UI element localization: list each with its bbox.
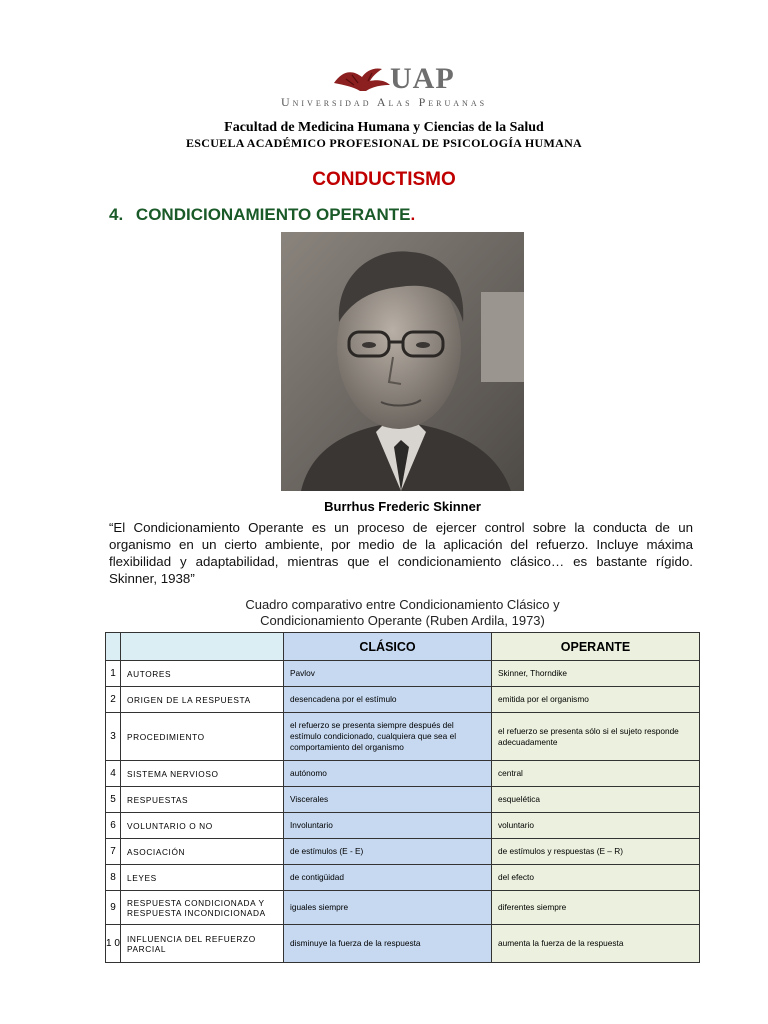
row-criterion: RESPUESTA CONDICIONADA Y RESPUESTA INCONDICIONADA	[121, 891, 284, 925]
comparison-table	[105, 632, 700, 963]
row-criterion: INFLUENCIA DEL REFUERZO PARCIAL	[121, 925, 284, 963]
row-operante: Skinner, Thorndike	[492, 661, 700, 687]
row-clasico: de contigüidad	[284, 865, 492, 891]
row-criterion: LEYES	[121, 865, 284, 891]
header-num	[106, 633, 121, 661]
table-row	[106, 813, 700, 839]
row-criterion: ASOCIACIÓN	[121, 839, 284, 865]
row-clasico: el refuerzo se presenta siempre después del estímulo condicionado, cualquiera que sea el comportamiento del organismo	[284, 713, 492, 761]
row-operante: voluntario	[492, 813, 700, 839]
row-number: 1 0	[106, 925, 121, 963]
row-number: 8	[106, 865, 121, 891]
row-clasico: iguales siempre	[284, 891, 492, 925]
header-clasico: CLÁSICO	[284, 633, 492, 661]
table-row	[106, 713, 700, 761]
row-operante: central	[492, 761, 700, 787]
row-operante: de estímulos y respuestas (E – R)	[492, 839, 700, 865]
table-row	[106, 925, 700, 963]
row-number: 1	[106, 661, 121, 687]
portrait-image	[281, 232, 524, 491]
table-row	[106, 761, 700, 787]
row-criterion: VOLUNTARIO O NO	[121, 813, 284, 839]
row-clasico: Involuntario	[284, 813, 492, 839]
page-title: CONDUCTISMO	[312, 169, 456, 190]
table-row	[106, 839, 700, 865]
table-row	[106, 687, 700, 713]
skinner-quote	[109, 519, 693, 587]
row-number: 7	[106, 839, 121, 865]
university-logo	[0, 62, 768, 110]
row-clasico: desencadena por el estímulo	[284, 687, 492, 713]
row-operante: diferentes siempre	[492, 891, 700, 925]
photo-caption: Burrhus Frederic Skinner	[324, 499, 481, 514]
row-criterion: AUTORES	[121, 661, 284, 687]
row-clasico: disminuye la fuerza de la respuesta	[284, 925, 492, 963]
row-number: 4	[106, 761, 121, 787]
row-number: 2	[106, 687, 121, 713]
row-operante: el refuerzo se presenta sólo si el sujeto responde adecuadamente	[492, 713, 700, 761]
section-number: 4.	[109, 205, 124, 224]
table-caption-line: Cuadro comparativo entre Condicionamiento Clásico y	[245, 597, 560, 612]
quote-line: Skinner, 1938”	[109, 571, 195, 586]
bird-logo-icon	[332, 65, 392, 95]
university-name: Universidad Alas Peruanas	[280, 95, 488, 109]
row-criterion: SISTEMA NERVIOSO	[121, 761, 284, 787]
table-row	[106, 787, 700, 813]
skinner-portrait	[281, 232, 524, 491]
table-row	[106, 865, 700, 891]
school-name: ESCUELA ACADÉMICO PROFESIONAL DE PSICOLOGÍA HUMANA	[185, 136, 583, 150]
table-caption	[0, 597, 768, 629]
logo-text: UAP	[390, 62, 455, 95]
quote-line: organismo en un cierto ambiente, por medio de la aplicación del refuerzo. Incluye máxima	[109, 537, 693, 552]
row-operante: aumenta la fuerza de la respuesta	[492, 925, 700, 963]
row-operante: del efecto	[492, 865, 700, 891]
table-row	[106, 891, 700, 925]
row-clasico: autónomo	[284, 761, 492, 787]
quote-line: flexibilidad y adaptabilidad, mientras que el condicionamiento clásico… es bastante rígido.	[109, 554, 693, 569]
table-caption-line: Condicionamiento Operante (Ruben Ardila, 1973)	[260, 613, 545, 628]
table-row	[106, 661, 700, 687]
header-key	[121, 633, 284, 661]
section-heading	[109, 205, 415, 225]
section-title-text: CONDICIONAMIENTO OPERANTE	[135, 205, 411, 224]
row-operante: esquelética	[492, 787, 700, 813]
row-criterion: RESPUESTAS	[121, 787, 284, 813]
section-title-dot: .	[410, 205, 416, 224]
quote-line: “El Condicionamiento Operante es un proceso de ejercer control sobre la conducta de un	[109, 520, 693, 535]
row-number: 3	[106, 713, 121, 761]
row-number: 5	[106, 787, 121, 813]
faculty-name: Facultad de Medicina Humana y Ciencias de la Salud	[224, 120, 544, 135]
row-criterion: ORIGEN DE LA RESPUESTA	[121, 687, 284, 713]
row-criterion: PROCEDIMIENTO	[121, 713, 284, 761]
table-header-row	[106, 633, 700, 661]
row-clasico: de estímulos (E - E)	[284, 839, 492, 865]
row-clasico: Pavlov	[284, 661, 492, 687]
row-operante: emitida por el organismo	[492, 687, 700, 713]
row-clasico: Viscerales	[284, 787, 492, 813]
row-number: 6	[106, 813, 121, 839]
row-number: 9	[106, 891, 121, 925]
header-operante: OPERANTE	[492, 633, 700, 661]
